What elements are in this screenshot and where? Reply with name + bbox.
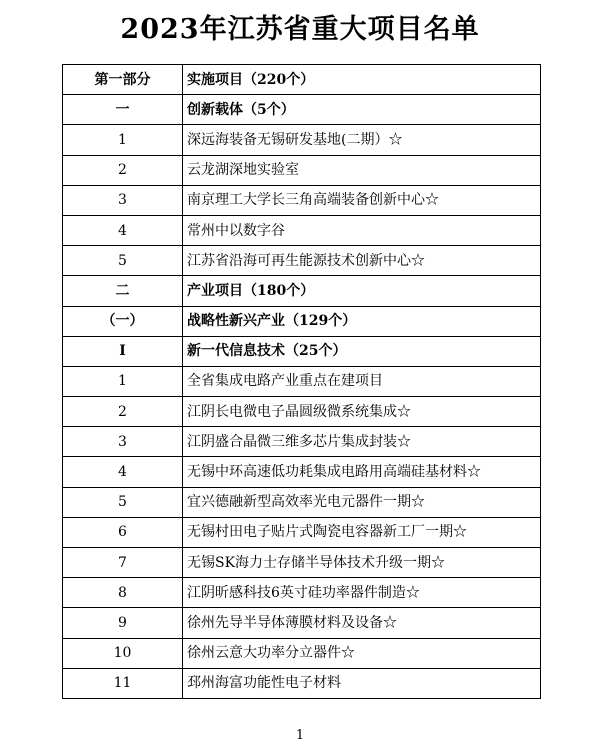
project-name-cell: 新一代信息技术（25个） [183, 336, 541, 366]
table-row [63, 95, 541, 125]
project-name-cell: 全省集成电路产业重点在建项目 [183, 366, 541, 396]
table-row [63, 427, 541, 457]
project-name-cell: 无锡中环高速低功耗集成电路用高端硅基材料☆ [183, 457, 541, 487]
row-number-cell: 1 [63, 125, 183, 155]
row-number-cell: 9 [63, 608, 183, 638]
row-number-cell: 10 [63, 638, 183, 668]
project-table-body [63, 65, 541, 699]
project-table [62, 64, 541, 699]
project-name-cell: 深远海装备无锡研发基地(二期）☆ [183, 125, 541, 155]
row-number-cell: 4 [63, 215, 183, 245]
table-row [63, 125, 541, 155]
project-name-cell: 徐州云意大功率分立器件☆ [183, 638, 541, 668]
row-number-cell: 3 [63, 427, 183, 457]
row-number-cell: 二 [63, 276, 183, 306]
project-name-cell: 江阴盛合晶微三维多芯片集成封装☆ [183, 427, 541, 457]
project-name-cell: 江阴昕感科技6英寸硅功率器件制造☆ [183, 578, 541, 608]
row-number-cell: 2 [63, 397, 183, 427]
row-number-cell: （一） [63, 306, 183, 336]
project-name-cell: 江阴长电微电子晶圆级微系统集成☆ [183, 397, 541, 427]
project-name-cell: 江苏省沿海可再生能源技术创新中心☆ [183, 246, 541, 276]
project-name-cell: 实施项目（220个） [183, 65, 541, 95]
project-name-cell: 邳州海富功能性电子材料 [183, 668, 541, 698]
project-name-cell: 宜兴德融新型高效率光电元器件一期☆ [183, 487, 541, 517]
table-row [63, 215, 541, 245]
row-number-cell: 第一部分 [63, 65, 183, 95]
project-name-cell: 无锡SK海力士存储半导体技术升级一期☆ [183, 548, 541, 578]
row-number-cell: 6 [63, 517, 183, 547]
row-number-cell: 2 [63, 155, 183, 185]
row-number-cell: 8 [63, 578, 183, 608]
row-number-cell: I [63, 336, 183, 366]
table-row [63, 517, 541, 547]
table-row [63, 366, 541, 396]
project-name-cell: 产业项目（180个） [183, 276, 541, 306]
table-row [63, 638, 541, 668]
row-number-cell: 5 [63, 246, 183, 276]
row-number-cell: 4 [63, 457, 183, 487]
table-row [63, 608, 541, 638]
project-name-cell: 战略性新兴产业（129个） [183, 306, 541, 336]
project-name-cell: 无锡村田电子贴片式陶瓷电容器新工厂一期☆ [183, 517, 541, 547]
table-row [63, 155, 541, 185]
row-number-cell: 3 [63, 185, 183, 215]
table-row [63, 185, 541, 215]
row-number-cell: 一 [63, 95, 183, 125]
table-row [63, 397, 541, 427]
row-number-cell: 5 [63, 487, 183, 517]
table-row [63, 276, 541, 306]
table-row [63, 457, 541, 487]
row-number-cell: 11 [63, 668, 183, 698]
project-name-cell: 创新载体（5个） [183, 95, 541, 125]
table-row [63, 246, 541, 276]
table-row [63, 668, 541, 698]
table-row [63, 487, 541, 517]
table-row [63, 65, 541, 95]
project-name-cell: 常州中以数字谷 [183, 215, 541, 245]
table-row [63, 336, 541, 366]
row-number-cell: 7 [63, 548, 183, 578]
table-row [63, 548, 541, 578]
project-name-cell: 南京理工大学长三角高端装备创新中心☆ [183, 185, 541, 215]
page-number: 1 [295, 728, 305, 743]
table-row [63, 578, 541, 608]
page-title: 2023年江苏省重大项目名单 [120, 14, 480, 45]
project-name-cell: 徐州先导半导体薄膜材料及设备☆ [183, 608, 541, 638]
project-name-cell: 云龙湖深地实验室 [183, 155, 541, 185]
row-number-cell: 1 [63, 366, 183, 396]
table-row [63, 306, 541, 336]
